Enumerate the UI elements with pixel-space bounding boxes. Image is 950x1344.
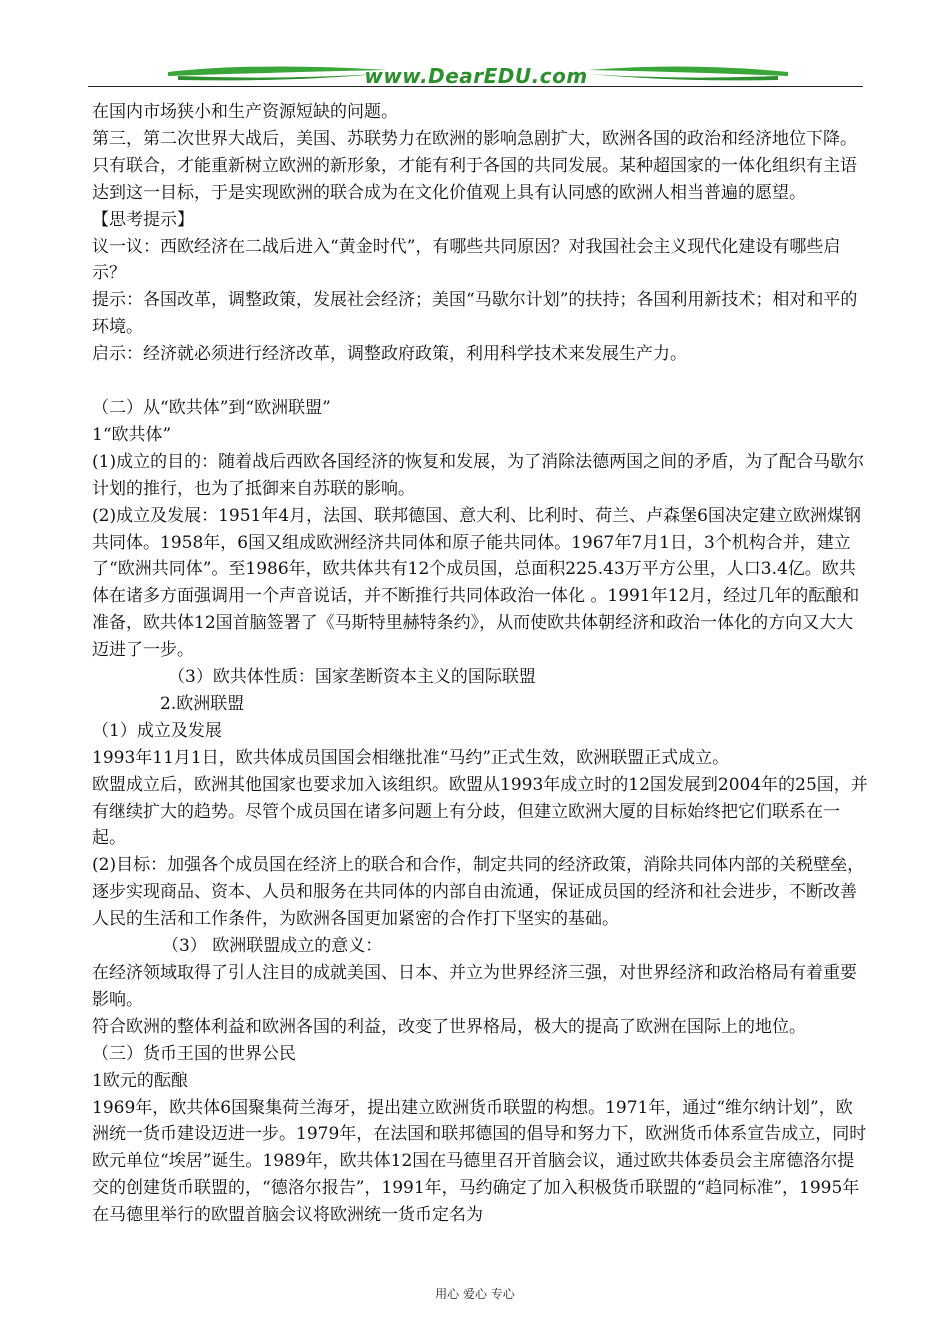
subsection-heading: （1）成立及发展 xyxy=(92,720,222,741)
section-heading: 【思考提示】 xyxy=(92,209,194,230)
header-rule xyxy=(88,86,863,87)
subsection-heading: 2.欧洲联盟 xyxy=(160,693,245,714)
paragraph: 1969年，欧共体6国聚集荷兰海牙，提出建立欧洲货币联盟的构想。1971年，通过“维尔纳计划”，欧洲统一货币建设迈进一步。1979年，在法国和联邦德国的倡导和努力下，欧洲货币体系宣告成立，同时欧元单位“埃居”诞生。1989年，欧共体12国在马德里召开首脑会议，通过欧共体委员会主席德洛尔提交的创建货币联盟的，“德洛尔报告”，1991年，马约确定了加入积极货币联盟的“趋同标准”，1995年在马德里举行的欧盟首脑会议将欧洲统一货币定名为 xyxy=(92,1097,867,1226)
section-heading: （二）从“欧共体”到“欧洲联盟” xyxy=(92,397,331,418)
paragraph: 符合欧洲的整体利益和欧洲各国的利益，改变了世界格局，极大的提高了欧洲在国际上的地位。 xyxy=(92,1016,806,1037)
paragraph: 启示：经济就必须进行经济改革，调整政府政策，利用科学技术来发展生产力。 xyxy=(92,344,687,365)
paragraph: 1993年11月1日，欧共体成员国国会相继批准“马约”正式生效，欧洲联盟正式成立。 xyxy=(92,747,730,768)
subsection-heading: 1欧元的酝酿 xyxy=(92,1070,188,1091)
paragraph: 在国内市场狭小和生产资源短缺的问题。 xyxy=(92,102,398,122)
paragraph: 欧盟成立后，欧洲其他国家也要求加入该组织。欧盟从1993年成立时的12国发展到2004年的25国，并有继续扩大的趋势。尽管个成员国在诸多问题上有分歧，但建立欧洲大厦的目标始终把它们联系在一起。 xyxy=(92,774,868,849)
site-logo-text: www.DearEDU.com xyxy=(364,64,588,88)
blank-line xyxy=(92,368,868,395)
subsection-heading: 1“欧共体” xyxy=(92,424,172,445)
section-heading: （三）货币王国的世界公民 xyxy=(92,1043,296,1064)
paragraph: (2)成立及发展：1951年4月，法国、联邦德国、意大利、比利时、荷兰、卢森堡6国决定建立欧洲煤钢共同体。1958年，6国又组成欧洲经济共同体和原子能共同体。1967年7月1日，3个机构合并，建立了“欧洲共同体”。至1986年，欧共体共有12个成员国，总面积225.43万平方公里，人口3.4亿。欧共体在诸多方面强调用一个声音说话，并不断推行共同体政治一体化 。1991年12月，经过几年的酝酿和准备，欧共体12国首脑签署了《马斯特里赫特条约》，从而使欧共体朝经济和政治一体化的方向又大大迈进了一步。 xyxy=(92,505,861,661)
page-footer: 用心 爱心 专心 xyxy=(435,1287,515,1301)
paragraph: (1)成立的目的：随着战后西欧各国经济的恢复和发展，为了消除法德两国之间的矛盾，为了配合马歇尔计划的推行，也为了抵御来自苏联的影响。 xyxy=(92,451,865,499)
paragraph: 在经济领域取得了引人注目的成就美国、日本、并立为世界经济三强，对世界经济和政治格局有着重要影响。 xyxy=(92,963,857,1010)
paragraph: 提示：各国改革，调整政策，发展社会经济；美国“马歇尔计划”的扶持；各国利用新技术；相对和平的环境。 xyxy=(92,290,858,338)
paragraph: （3）欧共体性质：国家垄断资本主义的国际联盟 xyxy=(168,667,536,688)
paragraph: (2)目标：加强各个成员国在经济上的联合和合作，制定共同的经济政策，消除共同体内部的关税壁垒，逐步实现商品、资本、人员和服务在共同体的内部自由流通，保证成员国的经济和社会进步，不断改善人民的生活和工作条件，为欧洲各国更加紧密的合作打下坚实的基础。 xyxy=(92,855,865,930)
paragraph: 议一议：西欧经济在二战后进入“黄金时代”，有哪些共同原因？对我国社会主义现代化建设有哪些启示？ xyxy=(92,236,841,284)
subsection-heading: （3） 欧洲联盟成立的意义： xyxy=(162,936,383,957)
paragraph: 第三，第二次世界大战后，美国、苏联势力在欧洲的影响急剧扩大，欧洲各国的政治和经济地位下降。只有联合，才能重新树立欧洲的新形象，才能有利于各国的共同发展。某种超国家的一体化组织有主语达到这一目标，于是实现欧洲的联合成为在文化价值观上具有认同感的欧洲人相当普遍的愿望。 xyxy=(92,128,857,203)
document-body xyxy=(92,99,868,1229)
